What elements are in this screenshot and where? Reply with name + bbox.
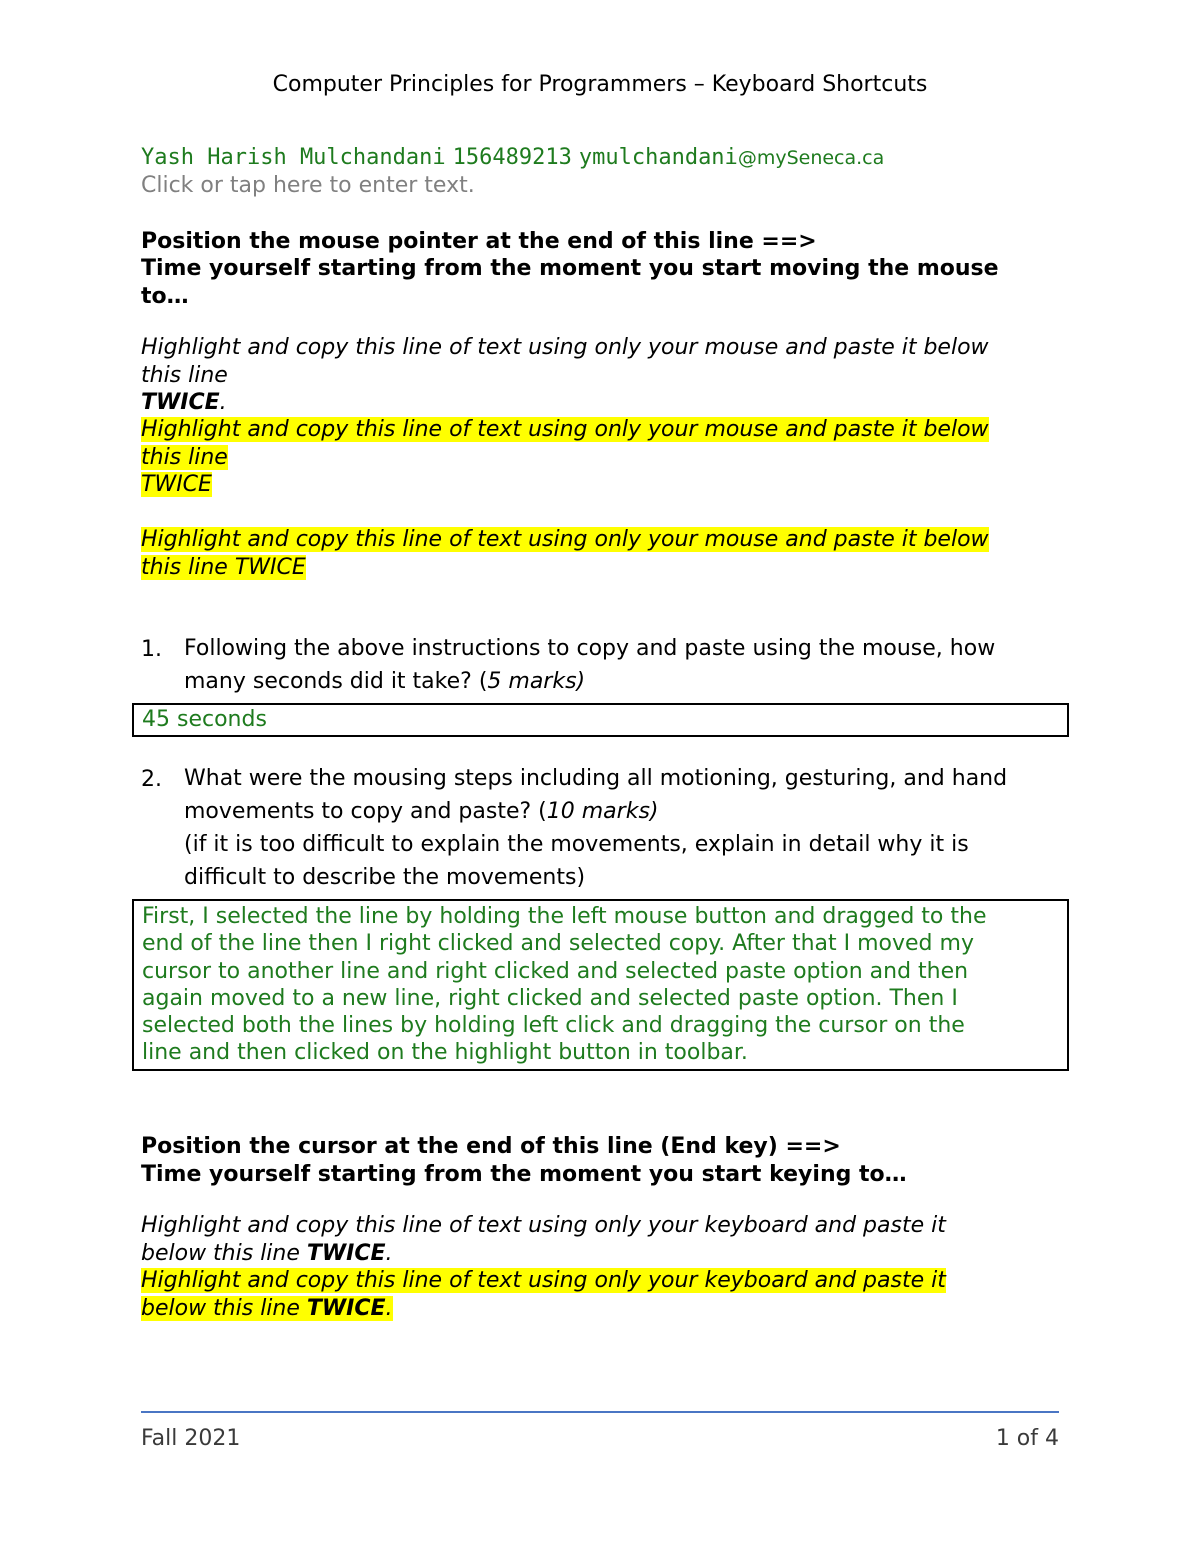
question-2-line1: What were the mousing steps including all motioning, gesturing, and hand <box>184 766 1008 791</box>
keyboard-paste1-line2: below this line <box>141 1295 307 1321</box>
question-1-answer-box[interactable] <box>132 703 1069 737</box>
placeholder-text-field[interactable]: Click or tap here to enter text. <box>141 173 475 198</box>
mouse-heading-time <box>141 255 1071 310</box>
question-2-line3: (if it is too difficult to explain the movements, explain in detail why it is <box>184 832 969 857</box>
student-info-line <box>141 144 884 172</box>
footer-page-number: 1 of 4 <box>995 1426 1059 1451</box>
question-1-answer: 45 seconds <box>142 707 267 732</box>
student-email-user[interactable]: ymulchandani <box>578 145 738 170</box>
question-2-answer-line: end of the line then I right clicked and selected copy. After that I moved my <box>142 931 974 957</box>
keyboard-heading-time: Time yourself starting from the moment you start keying to… <box>141 1162 907 1187</box>
question-2-answer-line: selected both the lines by holding left click and dragging the cursor on the <box>142 1013 965 1039</box>
student-email-domain[interactable]: @mySeneca.ca <box>737 147 885 169</box>
footer-term: Fall 2021 <box>141 1426 241 1451</box>
keyboard-paste1-line1: Highlight and copy this line of text using only your keyboard and paste it <box>141 1268 946 1293</box>
question-2-line4: difficult to describe the movements) <box>184 865 586 890</box>
question-2-answer-line: cursor to another line and right clicked and selected paste option and then <box>142 958 969 984</box>
mouse-paste1-line3: TWICE <box>141 472 212 497</box>
question-1-marks: 5 marks) <box>487 669 586 694</box>
mouse-heading-time-line2: to… <box>141 283 189 309</box>
mouse-original-twice: TWICE <box>141 390 220 415</box>
page-header-title: Computer Principles for Programmers – Keyboard Shortcuts <box>272 72 928 97</box>
keyboard-original-line1: Highlight and copy this line of text using only your keyboard and paste it <box>141 1213 946 1238</box>
question-2-line2: movements to copy and paste? ( <box>184 799 547 824</box>
mouse-paste2-line2b: TWICE <box>234 554 306 580</box>
keyboard-original-line[interactable] <box>141 1212 1081 1267</box>
question-1-line2: many seconds did it take? ( <box>184 669 488 694</box>
keyboard-heading-position: Position the cursor at the end of this line (End key) ==> <box>141 1134 841 1159</box>
question-2-answer-box[interactable] <box>132 899 1069 1071</box>
question-2-answer-line: First, I selected the line by holding the left mouse button and dragged to the <box>142 904 987 929</box>
question-2-answer-line: line and then clicked on the highlight button in toolbar. <box>142 1040 748 1066</box>
question-1-text <box>184 632 1064 698</box>
question-1-number: 1. <box>141 637 162 662</box>
mouse-paste2-line2a: this line <box>141 554 228 580</box>
mouse-pasted-line-1[interactable] <box>141 416 1081 499</box>
keyboard-paste1-period: . <box>385 1295 393 1321</box>
student-id[interactable]: 156489213 <box>452 145 572 170</box>
keyboard-original-line2: below this line <box>141 1240 307 1266</box>
mouse-original-line[interactable] <box>141 334 1081 417</box>
mouse-original-period: . <box>219 390 227 415</box>
student-name[interactable]: Yash Harish Mulchandani <box>141 145 446 170</box>
question-1-line1: Following the above instructions to copy and paste using the mouse, how <box>184 636 996 661</box>
mouse-heading-position: Position the mouse pointer at the end of this line ==> <box>141 229 817 254</box>
mouse-original-line2: this line <box>141 362 228 388</box>
question-2-answer-line: again moved to a new line, right clicked and selected paste option. Then I <box>142 985 958 1011</box>
keyboard-original-period: . <box>385 1240 393 1266</box>
question-2-marks: 10 marks) <box>546 799 659 824</box>
keyboard-pasted-line-1[interactable] <box>141 1267 1081 1322</box>
keyboard-original-twice: TWICE <box>306 1240 386 1266</box>
mouse-pasted-line-2[interactable] <box>141 526 1081 581</box>
mouse-paste1-line1: Highlight and copy this line of text using only your mouse and paste it below <box>141 417 989 442</box>
question-2-number: 2. <box>141 767 162 792</box>
footer-rule <box>141 1411 1059 1413</box>
mouse-paste1-line2: this line <box>141 444 228 470</box>
keyboard-paste1-twice: TWICE <box>306 1295 386 1321</box>
mouse-heading-time-line1: Time yourself starting from the moment you start moving the mouse <box>141 256 999 281</box>
question-2-text <box>184 762 1064 894</box>
mouse-original-line1: Highlight and copy this line of text using only your mouse and paste it below <box>141 335 989 360</box>
mouse-paste2-line1: Highlight and copy this line of text using only your mouse and paste it below <box>141 527 989 552</box>
